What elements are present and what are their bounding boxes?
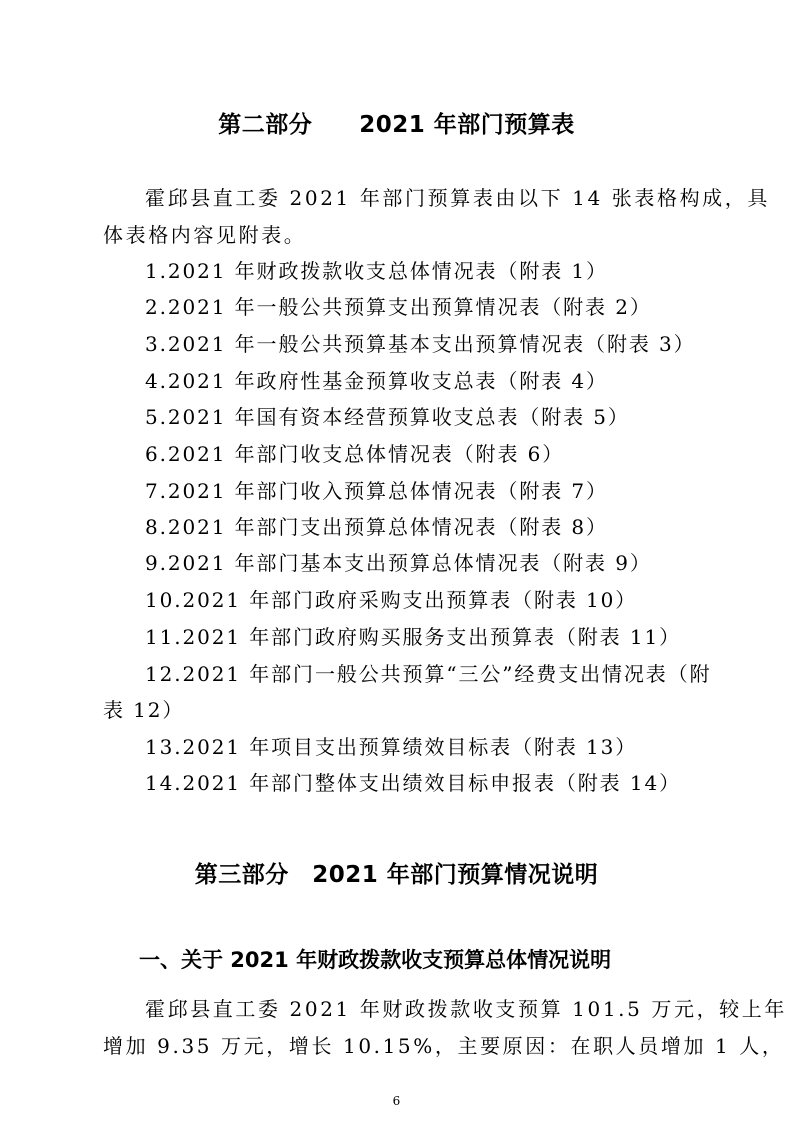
body-paragraph-line-1: 霍邱县直工委 2021 年财政拨款收支预算 101.5 万元，较上年 [145,997,787,1021]
list-item: 11.2021 年部门政府购买服务支出预算表（附表 11） [145,625,681,649]
list-item: 13.2021 年项目支出预算绩效目标表（附表 13） [145,735,638,759]
section-2-title: 第二部分 2021 年部门预算表 [218,112,575,138]
page-number: 6 [392,1094,401,1108]
list-item: 5.2021 年国有资本经营预算收支总表（附表 5） [145,405,630,429]
list-item: 6.2021 年部门收支总体情况表（附表 6） [145,442,565,466]
list-item: 12.2021 年部门一般公共预算“三公”经费支出情况表（附 [145,662,712,686]
list-item: 3.2021 年一般公共预算基本支出预算情况表（附表 3） [145,332,696,356]
subsection-1-title: 一、关于 2021 年财政拨款收支预算总体情况说明 [139,948,612,972]
list-item: 8.2021 年部门支出预算总体情况表（附表 8） [145,515,608,539]
intro-paragraph-line-1: 霍邱县直工委 2021 年部门预算表由以下 14 张表格构成，具 [145,186,770,210]
list-item: 2.2021 年一般公共预算支出预算情况表（附表 2） [145,295,652,319]
body-paragraph-line-2: 增加 9.35 万元，增长 10.15%，主要原因：在职人员增加 1 人， [103,1034,785,1058]
section-3-title: 第三部分 2021 年部门预算情况说明 [194,862,599,888]
list-item: 14.2021 年部门整体支出绩效目标申报表（附表 14） [145,771,681,795]
list-item: 1.2021 年财政拨款收支总体情况表（附表 1） [145,259,608,283]
list-item: 10.2021 年部门政府采购支出预算表（附表 10） [145,588,638,612]
intro-paragraph-line-2: 体表格内容见附表。 [103,223,307,247]
list-item: 9.2021 年部门基本支出预算总体情况表（附表 9） [145,551,652,575]
list-item: 7.2021 年部门收入预算总体情况表（附表 7） [145,479,608,503]
list-item: 4.2021 年政府性基金预算收支总表（附表 4） [145,369,608,393]
list-item-continuation: 表 12） [103,698,185,722]
